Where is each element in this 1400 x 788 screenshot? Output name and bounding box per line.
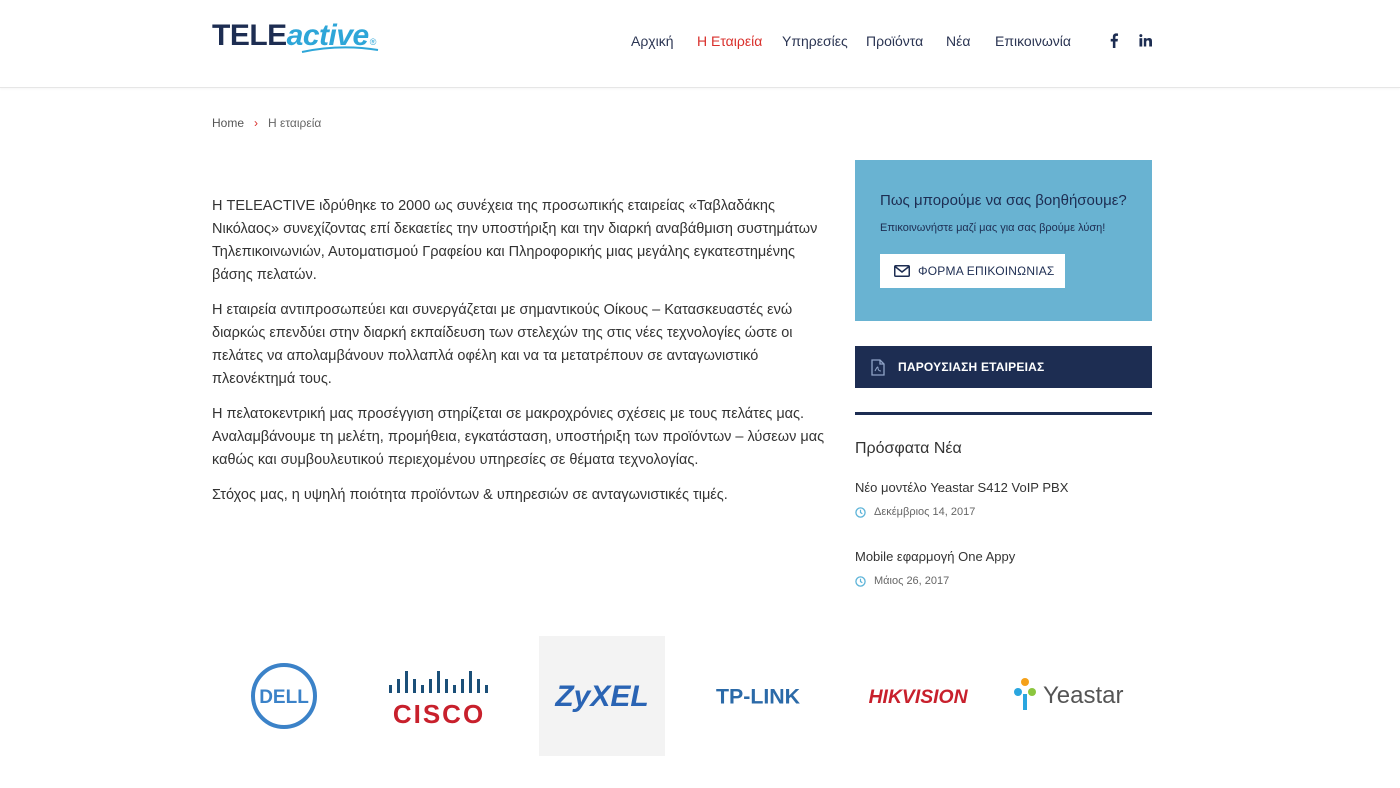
news-item-link[interactable]: Mobile εφαρμογή One Appy — [855, 549, 1016, 564]
news-item-date — [855, 575, 949, 587]
brand-logo-cisco[interactable] — [380, 636, 506, 756]
paragraph: Η TELEACTIVE ιδρύθηκε το 2000 ως συνέχεια της προσωπικής εταιρείας «Ταβλαδάκης Νικόλαος» συνεχίζοντας επί δεκαετίες την υποστήριξη και την διαρκή αναβάθμιση συστημάτων Τηλεπικοινωνιών, Αυτοματισμού Γραφείου και Πληροφορικής μιας μεγάλης εγκατεστημένης βάσης πελατών. — [212, 198, 818, 283]
help-subtitle: Επικοινωνήστε μαζί μας για σας βρούμε λύση! — [880, 222, 1106, 234]
help-title: Πως μπορούμε να σας βοηθήσουμε? — [880, 192, 1127, 209]
brand-logo-text: CISCO — [392, 699, 486, 729]
paragraph: Η πελατοκεντρική μας προσέγγιση στηρίζεται σε μακροχρόνιες σχέσεις με τους πελάτες μας. Αναλαμβάνουμε τη μελέτη, προμήθεια, εγκατάσταση, υποστήριξη των προϊόντων – λύσεων μας καθώς και συμβουλευτικού περιεχομένου υπηρεσίες σε θέματα τεχνολογίας. — [212, 406, 825, 468]
logo-text-active: active — [286, 19, 369, 52]
pdf-file-icon — [871, 359, 885, 376]
brand-logo-text: HIKVISION — [868, 685, 968, 708]
brand-logo-text: ZyXEL — [555, 680, 649, 713]
contact-form-button-label: ΦΟΡΜΑ ΕΠΙΚΟΙΝΩΝΙΑΣ — [918, 264, 1055, 278]
logo-text-tele: TELE — [212, 19, 287, 52]
news-item-date — [855, 506, 975, 518]
news-item-date-text: Μάιος 26, 2017 — [874, 575, 950, 587]
logo-swoosh-icon — [300, 46, 380, 56]
breadcrumb — [212, 115, 321, 131]
facebook-icon[interactable] — [1106, 32, 1122, 48]
brand-logo-tplink[interactable] — [696, 636, 822, 756]
nav-products[interactable]: Προϊόντα — [866, 33, 924, 49]
company-description — [212, 195, 832, 519]
brand-logo-text: DELL — [259, 687, 309, 708]
brand-logo-hikvision[interactable] — [858, 636, 984, 756]
brand-logo-yeastar[interactable] — [1013, 636, 1139, 756]
brand-logo-zyxel[interactable] — [539, 636, 665, 756]
nav-services[interactable]: Υπηρεσίες — [782, 33, 848, 49]
linkedin-icon[interactable] — [1137, 32, 1153, 48]
breadcrumb-separator: › — [254, 116, 259, 130]
site-header — [0, 0, 1400, 88]
logo-registered-mark: ® — [369, 37, 377, 47]
brand-logo-text: Yeastar — [1043, 682, 1124, 709]
brand-logo-text: TP-LINK — [715, 684, 801, 709]
help-box — [855, 160, 1152, 321]
nav-news[interactable]: Νέα — [946, 33, 971, 49]
recent-news-title: Πρόσφατα Νέα — [855, 440, 962, 457]
company-presentation-button[interactable] — [855, 346, 1152, 388]
envelope-icon — [894, 265, 910, 277]
company-presentation-label: ΠΑΡΟΥΣΙΑΣΗ ΕΤΑΙΡΕΙΑΣ — [898, 360, 1045, 374]
contact-form-button[interactable] — [880, 254, 1065, 288]
brand-logo-dell[interactable] — [221, 636, 347, 756]
nav-company[interactable]: Η Εταιρεία — [697, 33, 763, 49]
nav-home[interactable]: Αρχική — [631, 33, 674, 49]
sidebar-divider — [855, 412, 1152, 415]
breadcrumb-current: Η εταιρεία — [268, 116, 322, 130]
nav-contact[interactable]: Επικοινωνία — [995, 33, 1071, 49]
clock-icon — [855, 576, 866, 587]
paragraph: Στόχος μας, η υψηλή ποιότητα προϊόντων & υπηρεσιών σε ανταγωνιστικές τιμές. — [212, 487, 728, 503]
news-item-link[interactable]: Νέο μοντέλο Yeastar S412 VoIP PBX — [855, 480, 1069, 495]
clock-icon — [855, 507, 866, 518]
breadcrumb-home-link[interactable]: Home — [212, 116, 245, 130]
news-item-date-text: Δεκέμβριος 14, 2017 — [874, 506, 976, 518]
paragraph: Η εταιρεία αντιπροσωπεύει και συνεργάζεται με σημαντικούς Οίκους – Κατασκευαστές ενώ διαρκώς επενδύει στην διαρκή εκπαίδευση των στελεχών της στις νέες τεχνολογίες ώστε οι πελάτες να απολαμβάνουν πολλαπλά οφέλη και να τα μετατρέπουν σε ανταγωνιστικό πλεονέκτημά τους. — [212, 302, 793, 387]
